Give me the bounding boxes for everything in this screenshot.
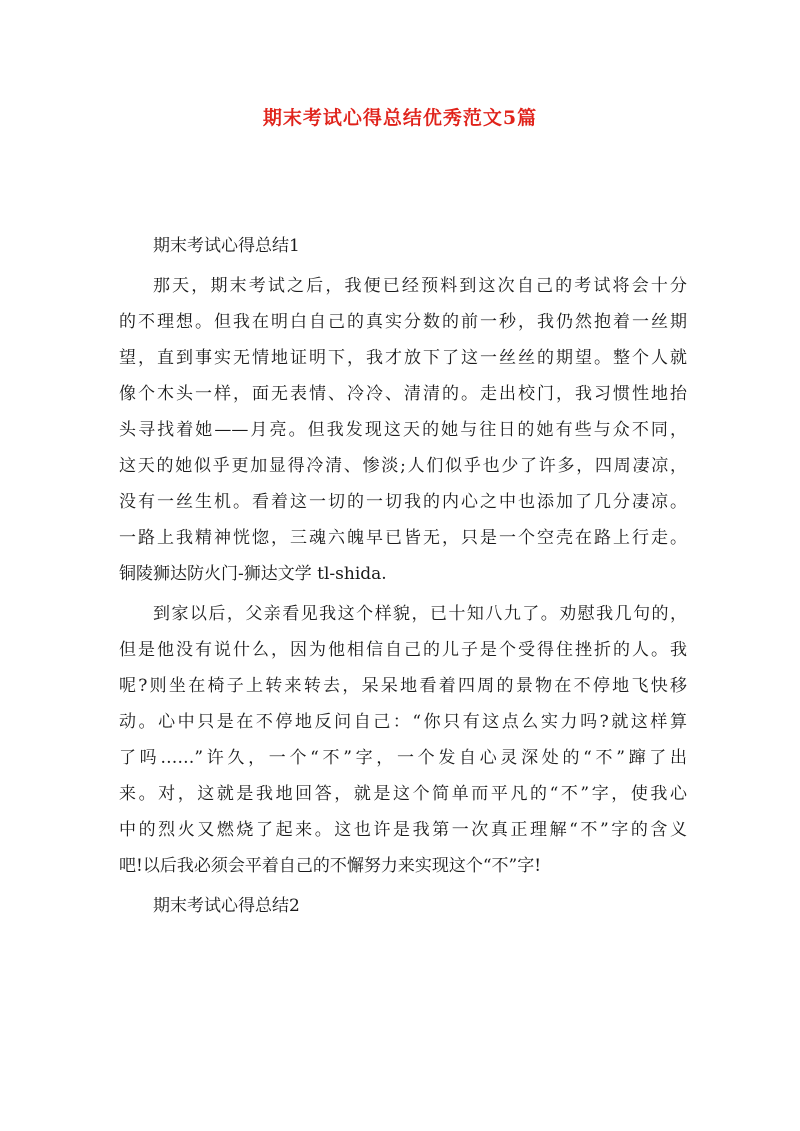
paragraph-line: 一路上我精神恍惚，三魂六魄早已皆无，只是一个空壳在路上行走。: [119, 528, 687, 548]
paragraph-line: 了吗……”许久，一个“不”字，一个发自心灵深处的“不”蹿了出: [119, 748, 687, 768]
paragraph-line: 像个木头一样，面无表情、冷冷、清清的。走出校门，我习惯性地抬: [119, 384, 687, 404]
paragraph-line: 的不理想。但我在明白自己的真实分数的前一秒，我仍然抱着一丝期: [119, 312, 687, 332]
paragraph-line: 头寻找着她——月亮。但我发现这天的她与往日的她有些与众不同，: [119, 420, 687, 440]
paragraph-line: 这天的她似乎更加显得冷清、惨淡;人们似乎也少了许多，四周凄凉，: [119, 456, 687, 476]
document-body: [119, 228, 687, 928]
paragraph-line: 那天，期末考试之后，我便已经预料到这次自己的考试将会十分: [153, 276, 687, 296]
section-heading-2: 期末考试心得总结2: [153, 896, 300, 916]
paragraph-line: 呢?则坐在椅子上转来转去，呆呆地看着四周的景物在不停地飞快移: [119, 676, 687, 696]
paragraph-line: 来。对，这就是我地回答，就是这个简单而平凡的“不”字，使我心: [119, 784, 687, 804]
paragraph-2: [119, 596, 687, 884]
document-title: 期末考试心得总结优秀范文5篇: [262, 107, 538, 129]
paragraph-line: 铜陵狮达防火门-狮达文学 tl-shida.: [119, 564, 387, 584]
paragraph-line: 没有一丝生机。看着这一切的一切我的内心之中也添加了几分凄凉。: [119, 492, 687, 512]
paragraph-1: [119, 268, 687, 592]
paragraph-line: 中的烈火又燃烧了起来。这也许是我第一次真正理解“不”字的含义: [119, 820, 687, 840]
paragraph-line: 到家以后，父亲看见我这个样貌，已十知八九了。劝慰我几句的，: [153, 604, 687, 624]
section-heading-1: 期末考试心得总结1: [153, 236, 300, 256]
paragraph-line: 望，直到事实无情地证明下，我才放下了这一丝丝的期望。整个人就: [119, 348, 687, 368]
paragraph-line: 动。心中只是在不停地反问自己：“你只有这点么实力吗?就这样算: [119, 712, 687, 732]
paragraph-line: 吧!以后我必须会平着自己的不懈努力来实现这个“不”字!: [119, 856, 542, 876]
paragraph-line: 但是他没有说什么，因为他相信自己的儿子是个受得住挫折的人。我: [119, 640, 687, 660]
